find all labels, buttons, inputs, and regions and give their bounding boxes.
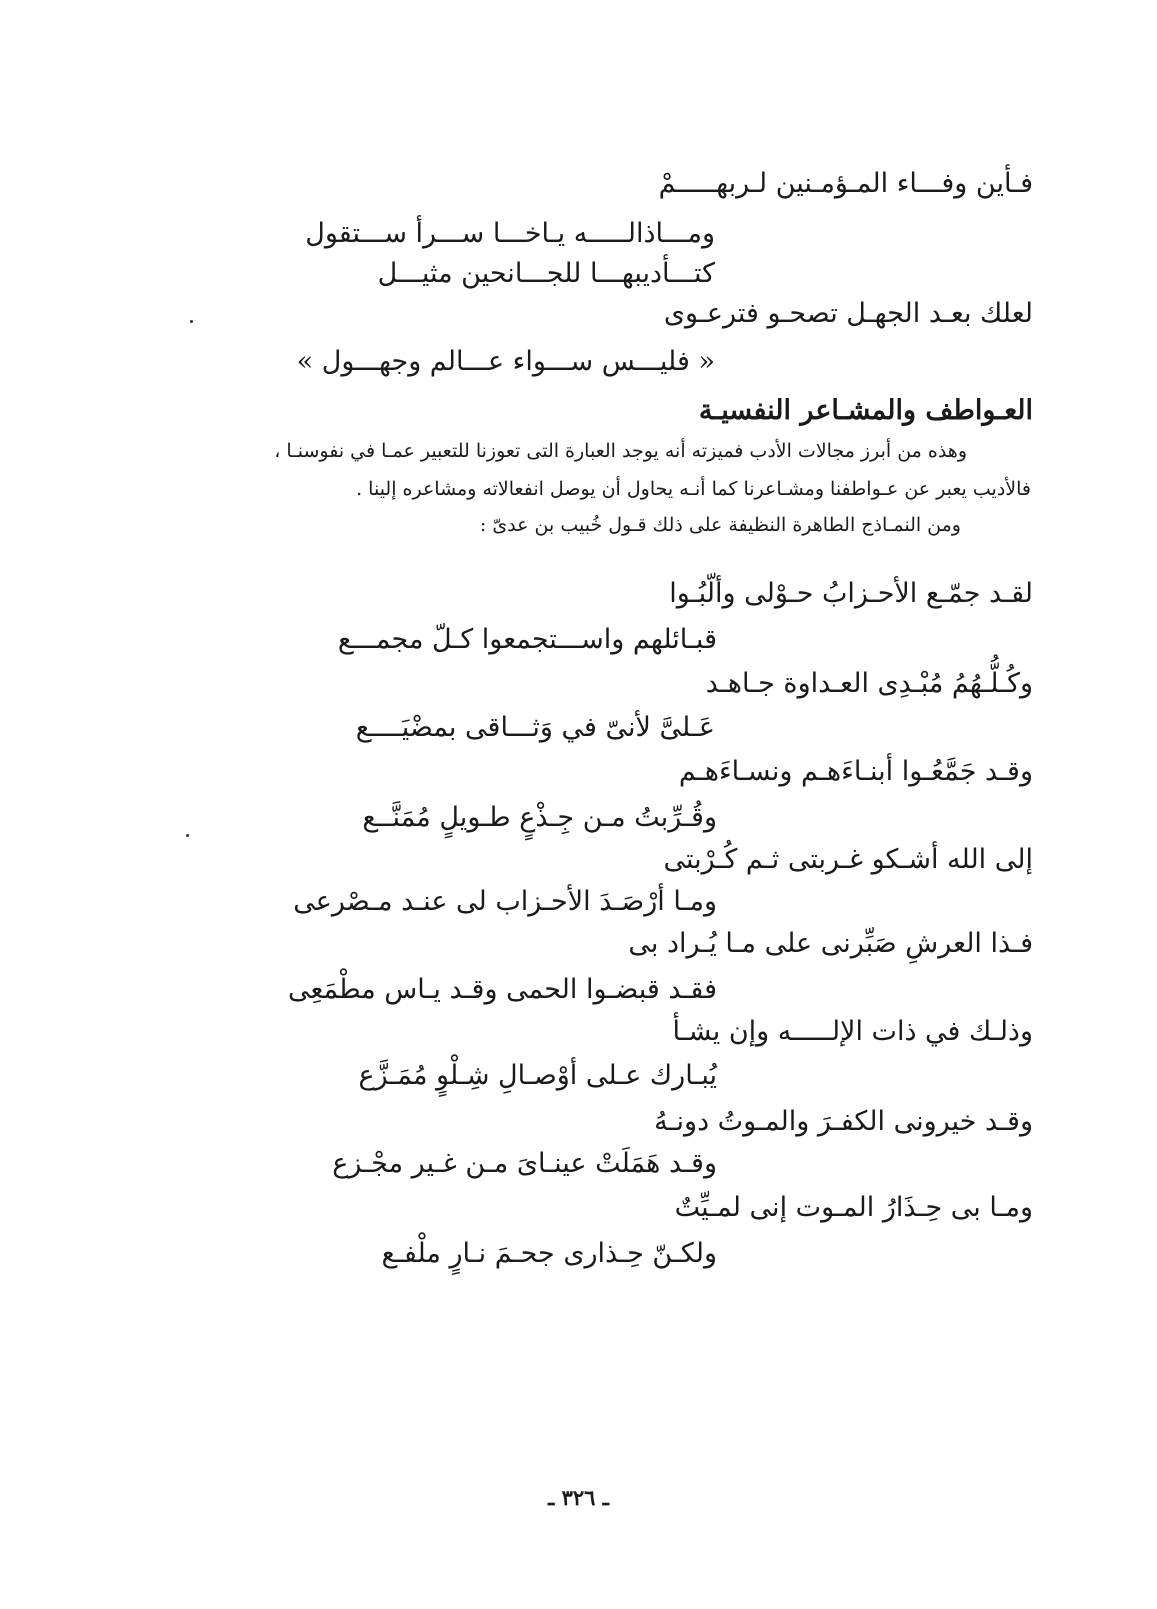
- scan-speck: [186, 834, 189, 837]
- poem-verse: قبـائلهم واســـتجمعوا كـلّ مجمـــع: [337, 624, 717, 655]
- poem-verse: ومـــاذالـــــه يـاخـــا ســـرأ ســـتقول: [305, 218, 715, 249]
- poem-verse: ولكـنّ حِـذارى جحـمَ نـارٍ ملْفـع: [381, 1238, 717, 1269]
- poem-verse: وكُـلُّـهُمُ مُبْـدِى العـداوة جـاهـد: [705, 668, 1033, 699]
- poem-verse: ومـا أرْصَـدَ الأحـزاب لى عنـد مـصْرعى: [293, 886, 717, 917]
- poem-verse: وقـد خيرونى الكفـرَ والمـوتُ دونـهُ: [654, 1106, 1033, 1137]
- prose-line: وهذه من أبرز مجالات الأدب فميزته أنه يوجد العبارة التى تعوزنا للتعبير عمـا في نفوسنـا ،: [274, 440, 967, 462]
- poem-verse: وقـد هَمَلَتْ عينـاىَ مـن غـير مجْـزع: [332, 1148, 717, 1179]
- poem-verse: ومـا بى حِـذَارُ المـوت إنى لمـيِّتٌ: [674, 1192, 1033, 1223]
- prose-line: فالأديب يعبر عن عـواطفنا ومشـاعرنا كما أنـه يحاول أن يوصل انفعالاته ومشاعره إلينا .: [356, 478, 1031, 500]
- section-heading: العـواطف والمشـاعر النفسيـة: [698, 395, 1033, 426]
- poem-verse: « فليـــس ســـواء عـــالم وجهـــول »: [296, 346, 715, 377]
- poem-verse: لعلك بعـد الجهـل تصحـو فترعـوى: [663, 298, 1033, 329]
- poem-verse: كتـــأديبهـــا للجـــانحين مثيـــل: [377, 258, 715, 289]
- poem-verse: يُبـارك عـلى أوْصـالِ شِـلْوٍ مُمَـزَّع: [358, 1060, 717, 1091]
- poem-verse: لقـد جمّـع الأحـزابُ حـوْلى وألّبُـوا: [669, 578, 1033, 609]
- page-number: ـ ٣٢٦ ـ: [548, 1485, 609, 1510]
- poem-verse: وذلـك في ذات الإلـــــه وإن يشـأ: [672, 1016, 1033, 1047]
- poem-verse: عَـلىَّ لأنىّ في وَثـــاقى بمضْيَــــع: [355, 712, 715, 743]
- poem-verse: فـأين وفـــاء المـؤمـنين لـربهـــــمْ: [658, 168, 1033, 199]
- prose-line: ومن النمـاذج الطاهرة النظيفة على ذلك قـول خُبيب بن عدىّ :: [479, 514, 961, 536]
- poem-verse: فقـد قبضـوا الحمى وقـد يـاس مطْمَعِى: [287, 974, 717, 1005]
- poem-verse: فـذا العرشِ صَبِّرنى على مـا يُـراد بى: [628, 928, 1033, 959]
- poem-verse: وقـد جَمَّعُـوا أبنـاءَهـم ونسـاءَهـم: [678, 756, 1033, 787]
- poem-verse: إلى الله أشـكو غـربتى ثـم كُـرْبتى: [663, 844, 1033, 875]
- poem-verse: وقُـرِّبتُ مـن جِـذْعٍ طـويلٍ مُمَنَّــع: [362, 802, 717, 833]
- scan-speck: [190, 320, 193, 323]
